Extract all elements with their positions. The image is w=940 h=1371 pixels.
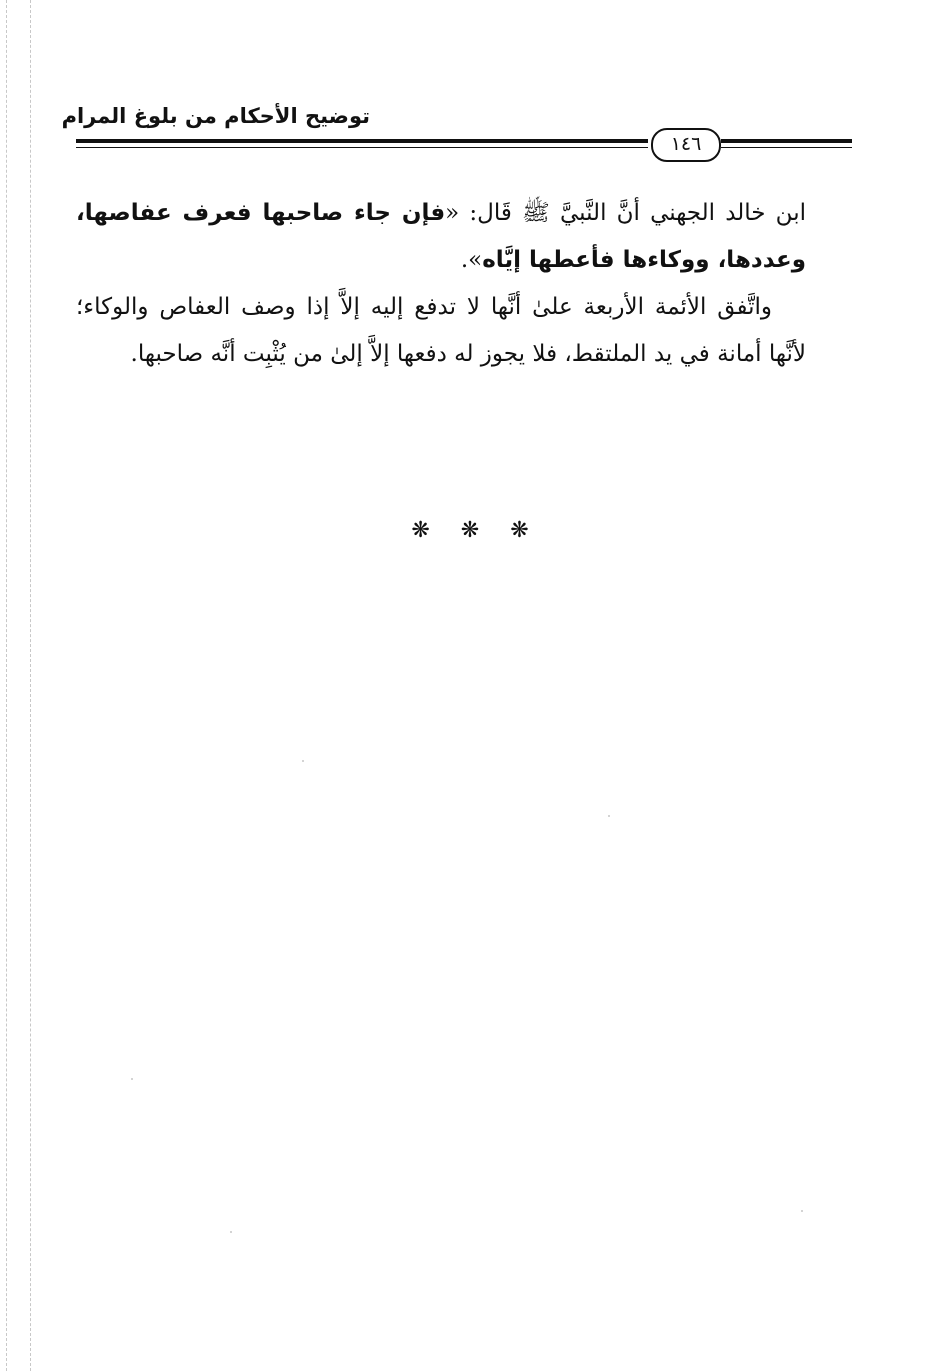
- separator-star-icon: ❋: [460, 518, 480, 543]
- scan-speck: [230, 1231, 232, 1233]
- section-separator: [0, 518, 940, 543]
- paragraph-hadith: [76, 190, 806, 284]
- hadith-quote: فإن جاء صاحبها فعرف عفاصها، وعددها، ووكاءها فأعطها إيَّاه: [76, 200, 806, 273]
- scan-speck: [608, 815, 610, 817]
- paragraph-consensus: واتَّفق الأئمة الأربعة علىٰ أنَّها لا تدفع إليه إلاَّ إذا وصف العفاص والوكاء؛ لأنَّها أمانة في يد الملتقط، فلا يجوز له دفعها إلاَّ إلىٰ من يُثْبِت أنَّه صاحبها.: [76, 294, 806, 367]
- scan-speck: [302, 760, 304, 762]
- page-number: ١٤٦: [651, 128, 721, 162]
- body-text: [76, 190, 806, 378]
- separator-star-icon: ❋: [411, 518, 430, 543]
- page-header: [61, 100, 852, 160]
- page-edge-line-left-inner: [30, 0, 32, 1371]
- paragraph-hadith-intro: ابن خالد الجهني أنَّ النَّبيَّ ﷺ قَال: «: [445, 200, 806, 226]
- scan-speck: [131, 1078, 133, 1080]
- scan-speck: [801, 1210, 803, 1212]
- header-rule-right-thin: [721, 147, 852, 148]
- page-edge-line-left: [6, 0, 8, 1371]
- separator-star-icon: ❋: [510, 518, 529, 543]
- paragraph-hadith-close: ».: [460, 247, 483, 273]
- header-rule-left-thin: [76, 147, 648, 148]
- header-rule-right-thick: [721, 139, 852, 143]
- header-rule-left-thick: [76, 139, 648, 143]
- running-title: توضيح الأحكام من بلوغ المرام: [61, 104, 370, 128]
